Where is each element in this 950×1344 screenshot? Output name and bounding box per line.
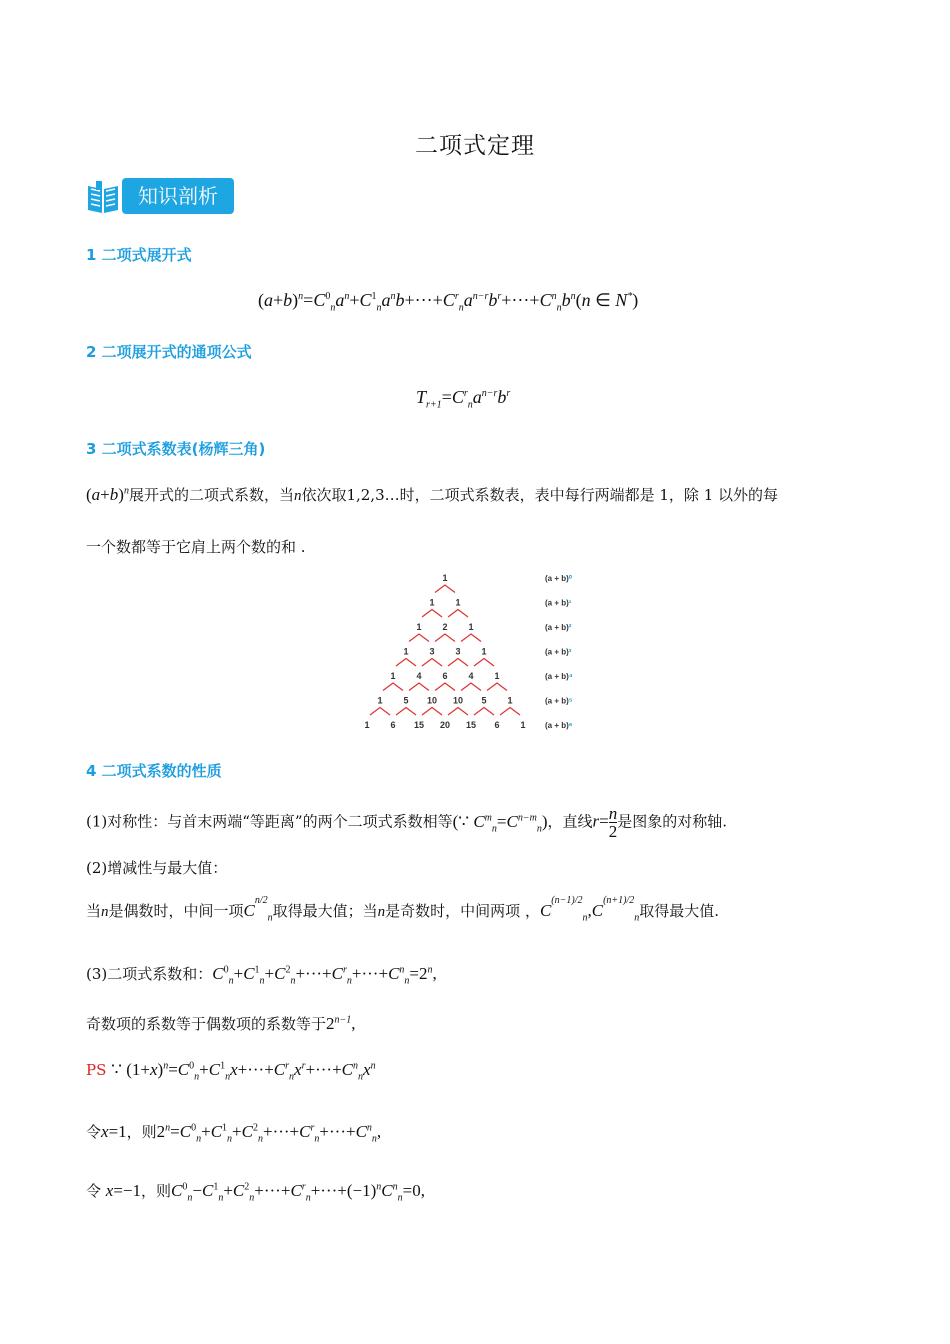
pascal-connector bbox=[370, 708, 390, 716]
pascal-number: 1 bbox=[429, 597, 435, 608]
pascal-number: 5 bbox=[403, 695, 409, 706]
pascal-connector bbox=[474, 708, 494, 716]
symmetry-property: (1)对称性：与首末两端“等距离”的两个二项式系数相等(∵ $C^m_n=C^{n-m}_n$)，直线$r=\frac{n}{2}$ 是图象的对称轴. bbox=[86, 804, 728, 841]
pascal-number: 3 bbox=[455, 646, 461, 657]
pascal-number: 1 bbox=[364, 720, 370, 730]
pascal-connector bbox=[435, 683, 455, 691]
ps-note: PS ∵ $(1+x)^n=C^0_n+C^1_nx+\cdot\cdot\cdot+C^r_nx^r+\cdot\cdot\cdot+C^n_nx^n$ bbox=[86, 1060, 376, 1083]
pascal-number: 1 bbox=[520, 720, 526, 730]
general-term-formula: $T_{r+1}=C^r_na^{n-r}b^r$ bbox=[416, 387, 511, 411]
pascal-number: 1 bbox=[442, 573, 448, 583]
monotonic-title: (2)增减性与最大值： bbox=[86, 859, 228, 877]
pascal-description-line1: $(a+b)^n$展开式的二项式系数，当n依次取1,2,3…时，二项式系数表，表中每行两端都是 1，除 1 以外的每 bbox=[86, 485, 779, 504]
pascal-row-labels bbox=[545, 574, 573, 730]
pascal-description-line2: 一个数都等于它肩上两个数的和 . bbox=[86, 538, 306, 556]
pascal-triangle bbox=[350, 566, 600, 736]
pascal-number: 1 bbox=[468, 622, 474, 632]
pascal-connector bbox=[461, 634, 481, 642]
pascal-number: 5 bbox=[481, 695, 487, 706]
pascal-number: 2 bbox=[442, 622, 448, 632]
pascal-lines bbox=[370, 585, 520, 715]
section-heading-3: 3 二项式系数表(杨辉三角) bbox=[86, 440, 266, 458]
pascal-number: 3 bbox=[429, 646, 435, 657]
banner-label: 知识剖析 bbox=[122, 178, 234, 214]
pascal-numbers bbox=[364, 573, 525, 730]
pascal-row-label: (a + b)¹ bbox=[545, 598, 572, 608]
pascal-connector bbox=[396, 708, 416, 716]
section-heading-1: 1 二项式展开式 bbox=[86, 246, 192, 264]
pascal-row-label: (a + b)² bbox=[545, 623, 572, 632]
pascal-number: 1 bbox=[507, 695, 513, 706]
odd-even-property: 奇数项的系数等于偶数项的系数等于$2^{n-1}$, bbox=[86, 1014, 356, 1033]
pascal-number: 1 bbox=[455, 597, 461, 608]
pascal-number: 1 bbox=[377, 695, 383, 706]
pascal-connector bbox=[422, 610, 442, 618]
pascal-row-label: (a + b)⁵ bbox=[545, 696, 573, 706]
pascal-row-label: (a + b)⁶ bbox=[545, 721, 573, 730]
pascal-number: 1 bbox=[416, 622, 422, 632]
pascal-connector bbox=[448, 659, 468, 667]
pascal-row-label: (a + b)⁰ bbox=[545, 574, 572, 583]
pascal-number: 10 bbox=[452, 695, 464, 706]
pascal-connector bbox=[487, 683, 507, 691]
pascal-number: 1 bbox=[494, 671, 500, 681]
pascal-number: 1 bbox=[390, 671, 396, 681]
pascal-number: 20 bbox=[439, 720, 451, 730]
pascal-number: 1 bbox=[403, 646, 409, 657]
pascal-connector bbox=[409, 634, 429, 642]
pascal-connector bbox=[409, 683, 429, 691]
pascal-number: 4 bbox=[468, 671, 474, 681]
pascal-row-label: (a + b)³ bbox=[545, 647, 572, 657]
pascal-connector bbox=[422, 659, 442, 667]
pascal-connector bbox=[435, 585, 455, 593]
pascal-number: 15 bbox=[465, 720, 477, 730]
pascal-number: 1 bbox=[481, 646, 487, 657]
pascal-connector bbox=[500, 708, 520, 716]
section-heading-2: 2 二项展开式的通项公式 bbox=[86, 343, 252, 361]
pascal-connector bbox=[448, 708, 468, 716]
pascal-connector bbox=[435, 634, 455, 642]
page-title: 二项式定理 bbox=[415, 133, 535, 159]
pascal-connector bbox=[396, 659, 416, 667]
pascal-connector bbox=[474, 659, 494, 667]
pascal-number: 6 bbox=[390, 720, 396, 730]
pascal-number: 10 bbox=[426, 695, 438, 706]
coefficient-sum-property: (3)二项式系数和：$C^0_n+C^1_n+C^2_n+\cdot\cdot\cdot+C^r_n+\cdot\cdot\cdot+C^n_n=2^n$, bbox=[86, 964, 437, 987]
pascal-connector bbox=[422, 708, 442, 716]
max-value-property: 当n是偶数时，中间一项$C^{n/2}_n$取得最大值；当n是奇数时，中间两项 ，$C^{(n-1)/2}_n,C^{(n+1)/2}_n$取得最大值. bbox=[86, 895, 720, 924]
let-x-equals-1: 令x=1，则$2^n=C^0_n+C^1_n+C^2_n+\cdot\cdot\cdot+C^r_n+\cdot\cdot\cdot+C^n_n$, bbox=[86, 1122, 382, 1145]
pascal-number: 6 bbox=[442, 671, 448, 681]
pascal-connector bbox=[383, 683, 403, 691]
pascal-connector bbox=[448, 610, 468, 618]
pascal-connector bbox=[461, 683, 481, 691]
pascal-number: 6 bbox=[494, 720, 500, 730]
pascal-number: 4 bbox=[416, 671, 422, 681]
binomial-expansion-formula: $(a+b)^n=C^0_na^n+C^1_na^nb+\cdot\cdot\cdot+C^r_na^{n-r}b^r+\cdot\cdot\cdot+C^n_nb^n(n$ ∈ N*) bbox=[258, 290, 639, 314]
section-heading-4: 4 二项式系数的性质 bbox=[86, 762, 222, 780]
pascal-row-label: (a + b)⁴ bbox=[545, 672, 573, 681]
book-icon bbox=[86, 180, 120, 214]
pascal-number: 15 bbox=[413, 720, 425, 730]
let-x-equals-minus-1: 令 x=−1，则$C^0_n-C^1_n+C^2_n+\cdot\cdot\cdot+C^r_n+\cdot\cdot\cdot+(-1)^nC^n_n=0$, bbox=[86, 1181, 425, 1204]
